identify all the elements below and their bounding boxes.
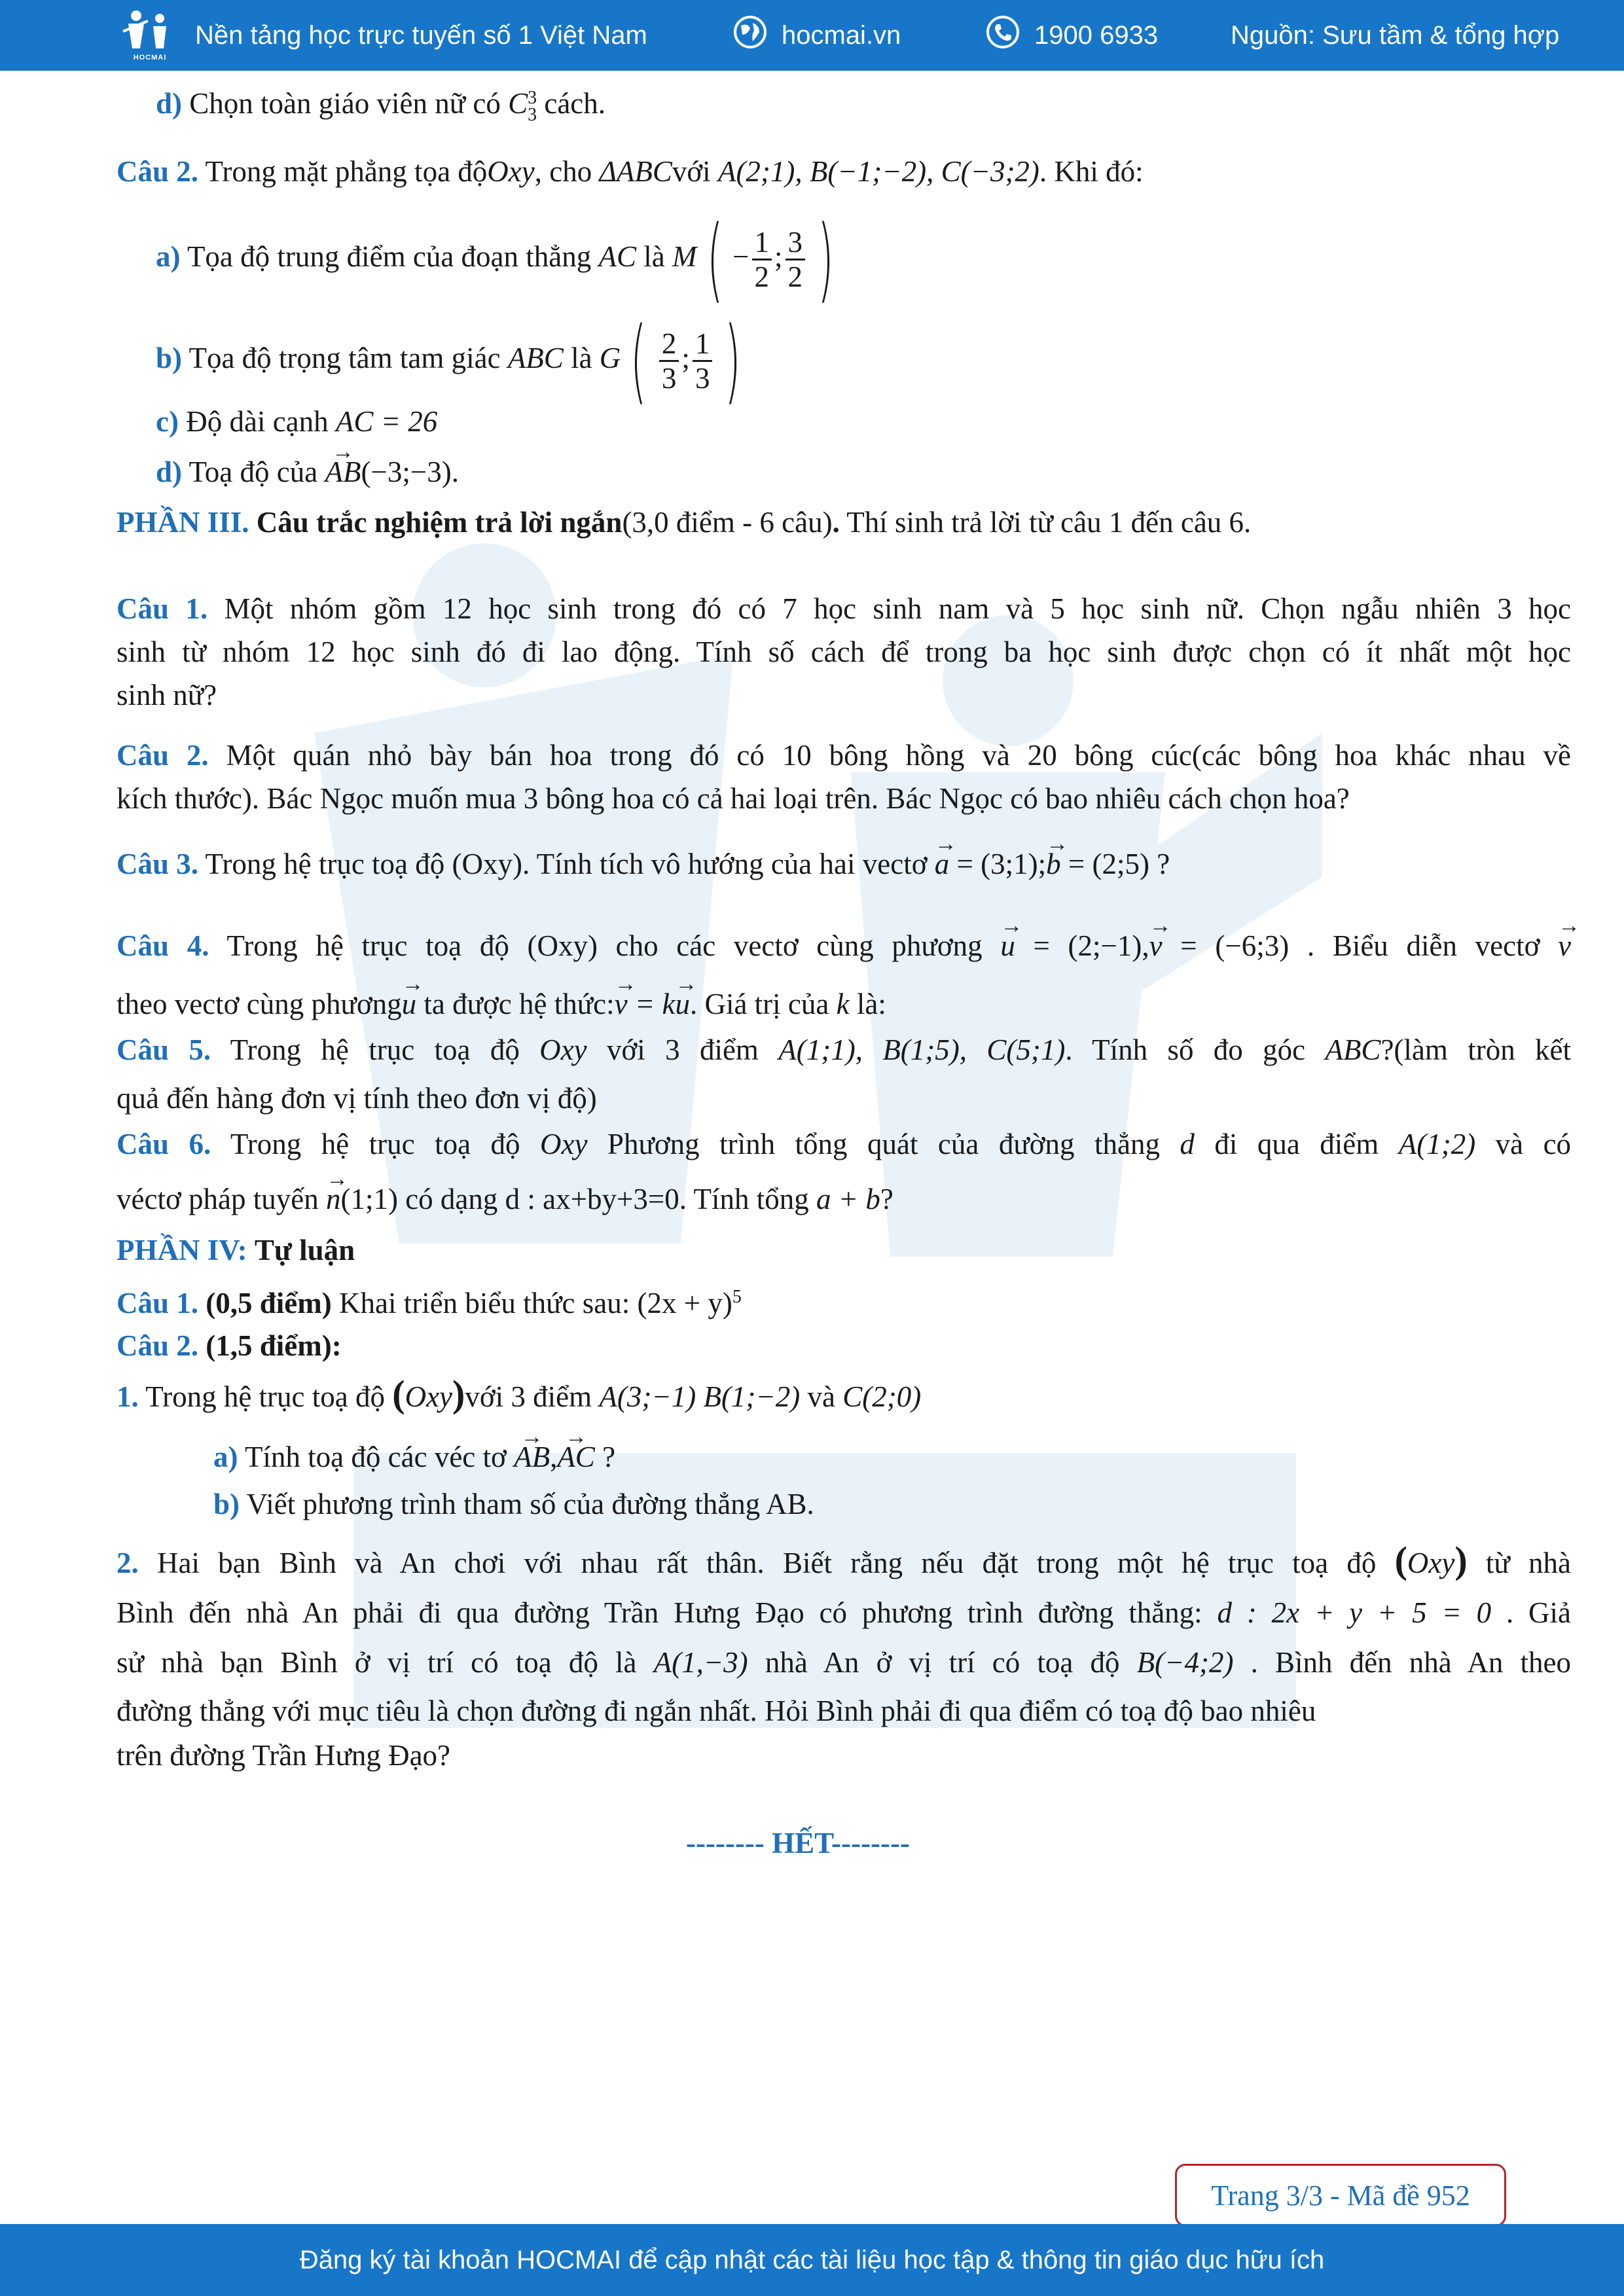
short-q5-line2: quả đến hàng đơn vị tính theo đơn vị độ) bbox=[117, 1082, 597, 1115]
essay-q2-part1-b: b) Viết phương trình tham số của đường thẳng AB. bbox=[213, 1488, 814, 1520]
footer-banner[interactable] bbox=[0, 2224, 1624, 2296]
short-q1-line1: Câu 1. Một nhóm gồm 12 học sinh trong đó có 7 học sinh nam và 5 học sinh nữ. Chọn ngẫu nhiên 3 học bbox=[117, 592, 1572, 625]
page-number-box bbox=[1175, 2164, 1506, 2227]
short-q2-line1: Câu 2. Một quán nhỏ bày bán hoa trong đó có 10 bông hồng và 20 bông cúc(các bông hoa khác nhau về bbox=[117, 739, 1572, 772]
short-q5-line1: Câu 5. Trong hệ trục toạ độ Oxy với 3 điểm A(1;1), B(1;5), C(5;1). Tính số đo góc ABC?(làm tròn kết bbox=[117, 1033, 1572, 1066]
end-marker: -------- HẾT-------- bbox=[686, 1827, 910, 1859]
short-q4-line2: theo vectơ cùng phương→ u ta được hệ thức:→ v = k→ u. Giá trị của k là: bbox=[117, 984, 886, 1024]
short-q2-line2: kích thước). Bác Ngọc muốn mua 3 bông hoa có cả hai loại trên. Bác Ngọc có bao nhiêu cách chọn hoa? bbox=[117, 782, 1350, 815]
website: hocmai.vn bbox=[782, 20, 901, 50]
essay-q2-part2-line2: Bình đến nhà An phải đi qua đường Trần Hưng Đạo có phương trình đường thẳng: d : 2x + y + 5 = 0 . Giả bbox=[117, 1596, 1572, 1629]
question-2-item-b: b) Tọa độ trọng tâm tam giác ABC là G ( $\frac{2}{3}$ ; $\frac{1}{3}$ ) bbox=[156, 307, 742, 414]
essay-q1: Câu 1. (0,5 điểm) Khai triển biểu thức sau: $(2x + y)^5$ bbox=[117, 1287, 742, 1319]
phone: 1900 6933 bbox=[1034, 20, 1159, 50]
essay-q2-part2-line1: 2. Hai bạn Bình và An chơi với nhau rất thân. Biết rằng nếu đặt trong một hệ trục toạ độ (Oxy) từ nhà bbox=[117, 1539, 1572, 1581]
question-2-item-c: c) Độ dài cạnh AC = 26 bbox=[156, 405, 438, 438]
slogan: Nền tảng học trực tuyến số 1 Việt Nam bbox=[195, 20, 647, 50]
short-q1-line3: sinh nữ? bbox=[117, 679, 217, 711]
question-2-stem: Câu 2. Trong mặt phẳng tọa độOxy, cho ΔABCvới A(2;1), B(−1;−2), C(−3;2). Khi đó: bbox=[117, 155, 1144, 188]
essay-q2-part2-line4: đường thẳng với mục tiêu là chọn đường đi ngắn nhất. Hỏi Bình phải đi qua điểm có toạ độ bao nhiêu bbox=[117, 1695, 1316, 1727]
short-q3: Câu 3. Trong hệ trục toạ độ (Oxy). Tính tích vô hướng của hai vectơ → a = (3;1);→ b = (2;5) ? bbox=[117, 844, 1170, 884]
short-q6-line1: Câu 6. Trong hệ trục toạ độ Oxy Phương trình tổng quát của đường thẳng d đi qua điểm A(1;2) và có bbox=[117, 1128, 1572, 1160]
part-3-heading: PHẦN III. Câu trắc nghiệm trả lời ngắn(3,0 điểm - 6 câu). Thí sinh trả lời từ câu 1 đến câu 6. bbox=[117, 506, 1252, 539]
short-q4-line1: Câu 4. Trong hệ trục toạ độ (Oxy) cho các vectơ cùng phương → u = (2;−1),→ v = (−6;3) . Biểu diễn vectơ → v bbox=[117, 926, 1571, 965]
page-label: Trang 3/3 - Mã đề 952 bbox=[1211, 2179, 1470, 2212]
essay-q2-part1: 1. Trong hệ trục toạ độ (Oxy)với 3 điểm A(3;−1) B(1;−2) và C(2;0) bbox=[117, 1372, 922, 1415]
essay-q2-part2-line3: sử nhà bạn Bình ở vị trí có toạ độ là A(1,−3) nhà An ở vị trí có toạ độ B(−4;2) . Bình đến nhà An theo bbox=[117, 1646, 1571, 1679]
part2-item-d: d) Chọn toàn giáo viên nữ có C 3 3 cách. bbox=[156, 87, 606, 125]
logo-caption: HOCMAI bbox=[133, 54, 167, 62]
essay-q2-part2-line5: trên đường Trần Hưng Đạo? bbox=[117, 1739, 451, 1772]
short-q6-line2: véctơ pháp tuyến → n(1;1) có dạng d : ax+by+3=0. Tính tổng a + b? bbox=[117, 1179, 893, 1219]
essay-q2-heading: Câu 2. (1,5 điểm): bbox=[117, 1329, 342, 1362]
short-q1-line2: sinh từ nhóm 12 học sinh đó đi lao động. Tính số cách để trong ba học sinh được chọn có ít nhất một học bbox=[117, 636, 1571, 668]
footer-text: Đăng ký tài khoản HOCMAI để cập nhật các tài liệu học tập & thông tin giáo dục hữu ích bbox=[299, 2245, 1325, 2274]
part-4-heading: PHẦN IV: Tự luận bbox=[117, 1234, 355, 1266]
essay-q2-part1-a: a) Tính toạ độ các véc tơ → AB,→ AC ? bbox=[213, 1437, 615, 1477]
source: Nguồn: Sưu tầm & tổng hợp bbox=[1231, 20, 1560, 50]
question-2-item-a: a) Tọa độ trung điểm của đoạn thẳng AC là M ( − $\frac{1}{2}$ ; $\frac{3}{2}$ ) bbox=[156, 206, 834, 313]
question-2-item-d: d) Toạ độ của → AB(−3;−3). bbox=[156, 452, 459, 492]
